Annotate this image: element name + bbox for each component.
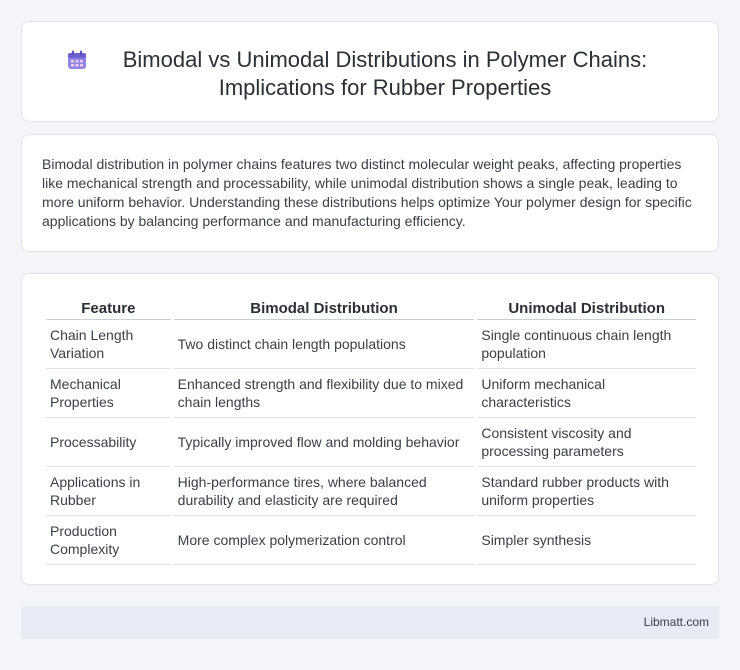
table-row: [46, 320, 696, 369]
footer-brand-link[interactable]: Libmatt.com: [643, 615, 709, 629]
row-bimodal: Two distinct chain length populations: [174, 320, 475, 369]
row-unimodal: Simpler synthesis: [477, 516, 696, 565]
header-unimodal: Unimodal Distribution: [477, 296, 696, 320]
row-feature: Mechanical Properties: [46, 369, 171, 418]
row-feature: Processability: [46, 418, 171, 467]
table-row: [46, 467, 696, 516]
title-card: [21, 21, 719, 122]
table-row: [46, 516, 696, 565]
comparison-table-card: [21, 273, 719, 585]
row-bimodal: More complex polymerization control: [174, 516, 475, 565]
header-feature: Feature: [46, 296, 171, 320]
table-header-row: [46, 296, 696, 320]
table-row: [46, 418, 696, 467]
row-feature: Production Complexity: [46, 516, 171, 565]
summary-card: [21, 134, 719, 252]
page-title: Bimodal vs Unimodal Distributions in Polymer Chains: Implications for Rubber Properties: [122, 47, 648, 100]
comparison-table: [43, 296, 699, 565]
row-feature: Chain Length Variation: [46, 320, 171, 369]
row-unimodal: Standard rubber products with uniform properties: [477, 467, 696, 516]
header-bimodal: Bimodal Distribution: [174, 296, 475, 320]
summary-paragraph: Bimodal distribution in polymer chains features two distinct molecular weight peaks, affecting properties like mechanical strength and processability, while unimodal distribution shows a single peak, leading to more uniform behavior. Understanding these distributions helps optimize Your polymer design for specific applications by balancing performance and manufacturing efficiency.: [42, 156, 692, 229]
row-feature: Applications in Rubber: [46, 467, 171, 516]
footer-bar: [21, 606, 719, 639]
row-unimodal: Uniform mechanical characteristics: [477, 369, 696, 418]
row-bimodal: Typically improved flow and molding behavior: [174, 418, 475, 467]
title-wrap: [22, 46, 718, 102]
table-row: [46, 369, 696, 418]
row-unimodal: Consistent viscosity and processing parameters: [477, 418, 696, 467]
row-bimodal: High-performance tires, where balanced durability and elasticity are required: [174, 467, 475, 516]
row-unimodal: Single continuous chain length population: [477, 320, 696, 369]
row-bimodal: Enhanced strength and flexibility due to mixed chain lengths: [174, 369, 475, 418]
